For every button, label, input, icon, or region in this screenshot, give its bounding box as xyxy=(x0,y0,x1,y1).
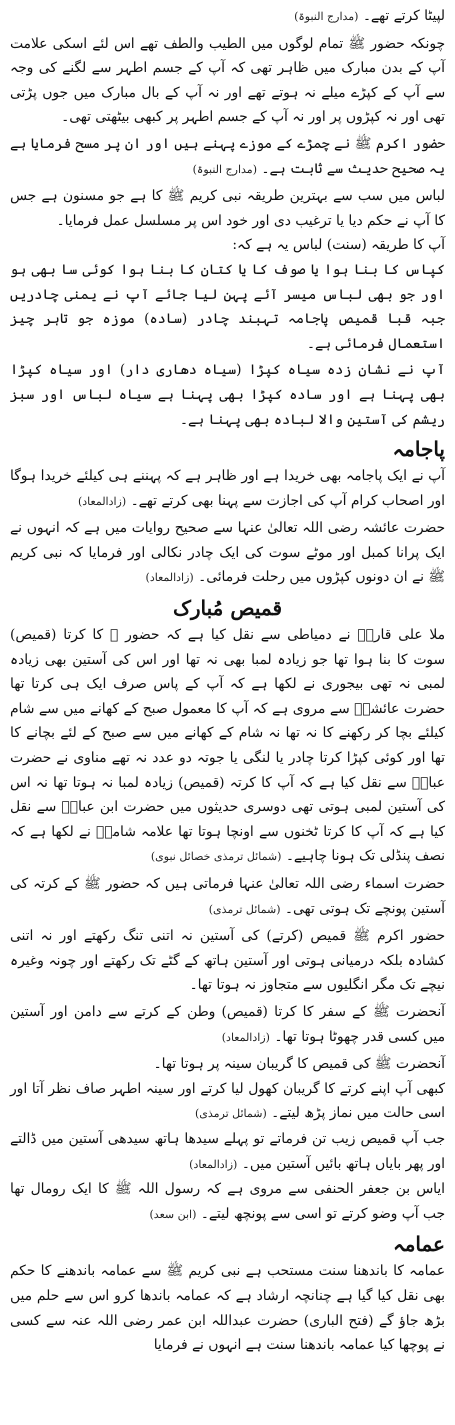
paragraph-text: حضرت اسماء رضی اللہ تعالیٰ عنہا فرماتی ہیں کہ حضور ﷺ کے کرتہ کی آستین پونچے تک ہوتی تھی۔ xyxy=(10,876,445,917)
paragraph-1 xyxy=(10,4,445,30)
paragraph-3 xyxy=(10,132,445,182)
paragraph-text: آپ نے نشان زدہ سیاہ کپڑا (سیاہ دھاری دار) اور سیاہ کپڑا بھی پہنا ہے اور سادہ کپڑا بھی پہنا ہے سیاہ لباس اور سبز ریشم کی آستین والا لبادہ بھی پہنا ہے۔ xyxy=(10,362,445,428)
qamees-paragraph-5 xyxy=(10,1052,445,1077)
paragraph-6 xyxy=(10,258,445,356)
citation: (مدارج النبوۃ) xyxy=(294,10,359,23)
amama-paragraph-1 xyxy=(10,1259,445,1357)
paragraph-text: عمامہ کا باندھنا سنت مستحب ہے نبی کریم ﷺ سے عمامہ باندھنے کا حکم بھی نقل کیا گیا ہے چنانچہ ارشاد ہے کہ عمامہ باندھا کرو اس سے حلم میں بڑھ جاؤ گے (فتح الباری) حضرت عبداللہ ابن عمر رضی اللہ عنہ سے کسی نے پوچھا کیا عمامہ باندھنا سنت ہے انہوں نے فرمایا xyxy=(10,1263,445,1354)
qamees-paragraph-2 xyxy=(10,872,445,922)
paragraph-text: کبھی آپ اپنے کرتے کا گریبان کھول لیا کرتے اور سینہ اطہر صاف نظر آتا اور اسی حالت میں نماز پڑھ لیتے۔ xyxy=(10,1080,445,1122)
citation: (زادالمعاد) xyxy=(221,1030,270,1044)
paragraph-2 xyxy=(10,32,445,130)
qamees-paragraph-4 xyxy=(10,1000,445,1050)
paragraph-text: ایاس بن جعفر الحنفی سے مروی ہے کہ رسول اللہ ﷺ کا ایک رومال تھا جب آپ وضو کرتے تو اسی سے پونچھ لیتے۔ xyxy=(10,1181,445,1222)
qamees-paragraph-8 xyxy=(10,1177,445,1227)
pajama-paragraph-2 xyxy=(10,516,445,591)
paragraph-text: آنحضرت ﷺ کی قمیص کا گریبان سینہ پر ہوتا تھا۔ xyxy=(153,1056,445,1073)
paragraph-7 xyxy=(10,358,445,432)
paragraph-text: جب آپ قمیص زیب تن فرماتے تو پہلے سیدھا ہاتھ سیدھی آستین میں ڈالتے اور پھر بایاں ہاتھ بائیں آستین میں۔ xyxy=(10,1130,445,1172)
section-heading-amama: عمامہ xyxy=(392,1232,445,1257)
paragraph-4 xyxy=(10,184,445,233)
qamees-paragraph-1 xyxy=(10,623,445,870)
paragraph-text: چونکہ حضور ﷺ تمام لوگوں میں الطیب والطف تھے اس لئے اسکی علامت آپ کے بدن مبارک میں ظاہر تھی کہ آپ کے جسم اطہر سے لگنے کی وجہ سے آپ کے کپڑے میلے نہ ہوتے تھے اور نہ آپ کے بال مبارک میں جوں پڑتی تھی اور نہ کپڑوں پر اور نہ آپ کے جسم اطہر پر کبھی بیٹھتی تھی۔ xyxy=(10,35,445,126)
section-heading-qamees: قمیص مُبارک xyxy=(172,596,283,621)
citation: (مدارج النبوۃ) xyxy=(192,162,257,176)
paragraph-text: حضرت عائشہ رضی اللہ تعالیٰ عنہا سے صحیح روایات میں ہے کہ انہوں نے ایک پرانا کمبل اور موٹے سوت کی ایک چادر نکالی اور فرمایا کہ نبی کریم ﷺ نے ان دونوں کپڑوں میں رحلت فرمائی۔ xyxy=(10,520,445,586)
pajama-paragraph-1 xyxy=(10,464,445,514)
paragraph-text: لباس میں سب سے بہترین طریقہ نبی کریم ﷺ کا ہے جو مسنون ہے جس کا آپ نے حکم دیا یا ترغیب دی اور خود اس پر مسلسل عمل فرمایا۔ xyxy=(10,188,445,229)
citation: (ابن سعد) xyxy=(149,1207,197,1221)
paragraph-text: حضور اکرم ﷺ قمیص (کرتے) کی آستین نہ اتنی تنگ رکھتے اور نہ اتنی کشادہ بلکہ درمیانی ہوتی اور آستین ہاتھ کے گٹے تک رکھتے اور چونہ وغیرہ نیچے تک مگر انگلیوں سے متجاوز نہ ہوتا تھا۔ xyxy=(10,928,445,994)
citation: (زادالمعاد) xyxy=(145,571,194,585)
paragraph-text: کپاس کا بنا ہوا یا صوف کا یا کتان کا بنا ہوا کوئی سا بھی ہو اور جو بھی لباس میسر آئے پہن لیا جائے آپ نے یمنی چادریں جبہ قبا قمیص پاجامہ تہبند چادر (سادہ) موزہ جو تاہر چیز استعمال فرمائی ہے۔ xyxy=(10,261,445,352)
paragraph-text: حضور اکرم ﷺ نے چمڑے کے موزے پہنے ہیں اور ان پر مسح فرمایا ہے یہ صحیح حدیث سے ثابت ہے۔ xyxy=(10,135,445,177)
citation: (شمائل ترمذی) xyxy=(208,902,281,916)
citation: (شمائل ترمذی خصائل نبوی) xyxy=(150,850,282,864)
paragraph-5 xyxy=(10,233,445,258)
paragraph-text: آپ نے ایک پاجامہ بھی خریدا ہے اور ظاہر ہے کہ پہننے ہی کیلئے خریدا ہوگا اور اصحاب کرام آپ کی اجازت سے پہنا بھی کرتے تھے۔ xyxy=(10,468,445,509)
citation: (زادالمعاد) xyxy=(189,1157,238,1171)
qamees-paragraph-3 xyxy=(10,924,445,998)
qamees-paragraph-7 xyxy=(10,1127,445,1177)
paragraph-text: لپیٹا کرتے تھے۔ xyxy=(362,8,445,24)
citation: (زادالمعاد) xyxy=(77,494,127,508)
section-heading-pajama: پاجامہ xyxy=(392,437,445,462)
qamees-paragraph-6 xyxy=(10,1077,445,1127)
citation: (شمائل ترمذی) xyxy=(194,1107,267,1121)
paragraph-text: ملا علی قاریؒ نے دمیاطی سے نقل کیا ہے کہ حضور ﷺ کا کرتا (قمیص) سوت کا بنا ہوا تھا جو زیادہ لمبا بھی نہ تھا اور اس کی آستین بھی زیادہ لمبی نہ تھی بیجوری نے لکھا ہے کہ آپ کے پاس صرف ایک ہی کرتا تھا حضرت عائشہؓ سے مروی ہے کہ آپ کا معمول صبح کے کھانے میں سے شام کیلئے بچا کر رکھنے کا نہ تھا نہ شام کے کھانے میں سے صبح کے لئے بچانے کا تھا اور کوئی کپڑا کرتا چادر یا لنگی یا جوتہ دو عدد نہ تھے مناوی نے حضرت عباسؓ سے نقل کیا ہے کہ آپ کا کرتہ (قمیص) زیادہ لمبا نہ ہوتا تھا نہ اس کی آستین لمبی ہوتی تھی دوسری حدیثوں میں حضرت ابن عباسؓ سے نقل کیا ہے کہ آپ کا کرتا ٹخنوں سے اونچا ہوتا تھا علامہ شامیؒ نے لکھا ہے کہ نصف پنڈلی تک ہونا چاہیے۔ xyxy=(10,627,445,865)
paragraph-text: آپ کا طریقہ (سنت) لباس یہ ہے کہ: xyxy=(232,237,445,254)
paragraph-text: آنحضرت ﷺ کے سفر کا کرتا (قمیص) وطن کے کرتے سے دامن اور آستین میں کسی قدر چھوٹا ہوتا تھا۔ xyxy=(10,1003,445,1045)
